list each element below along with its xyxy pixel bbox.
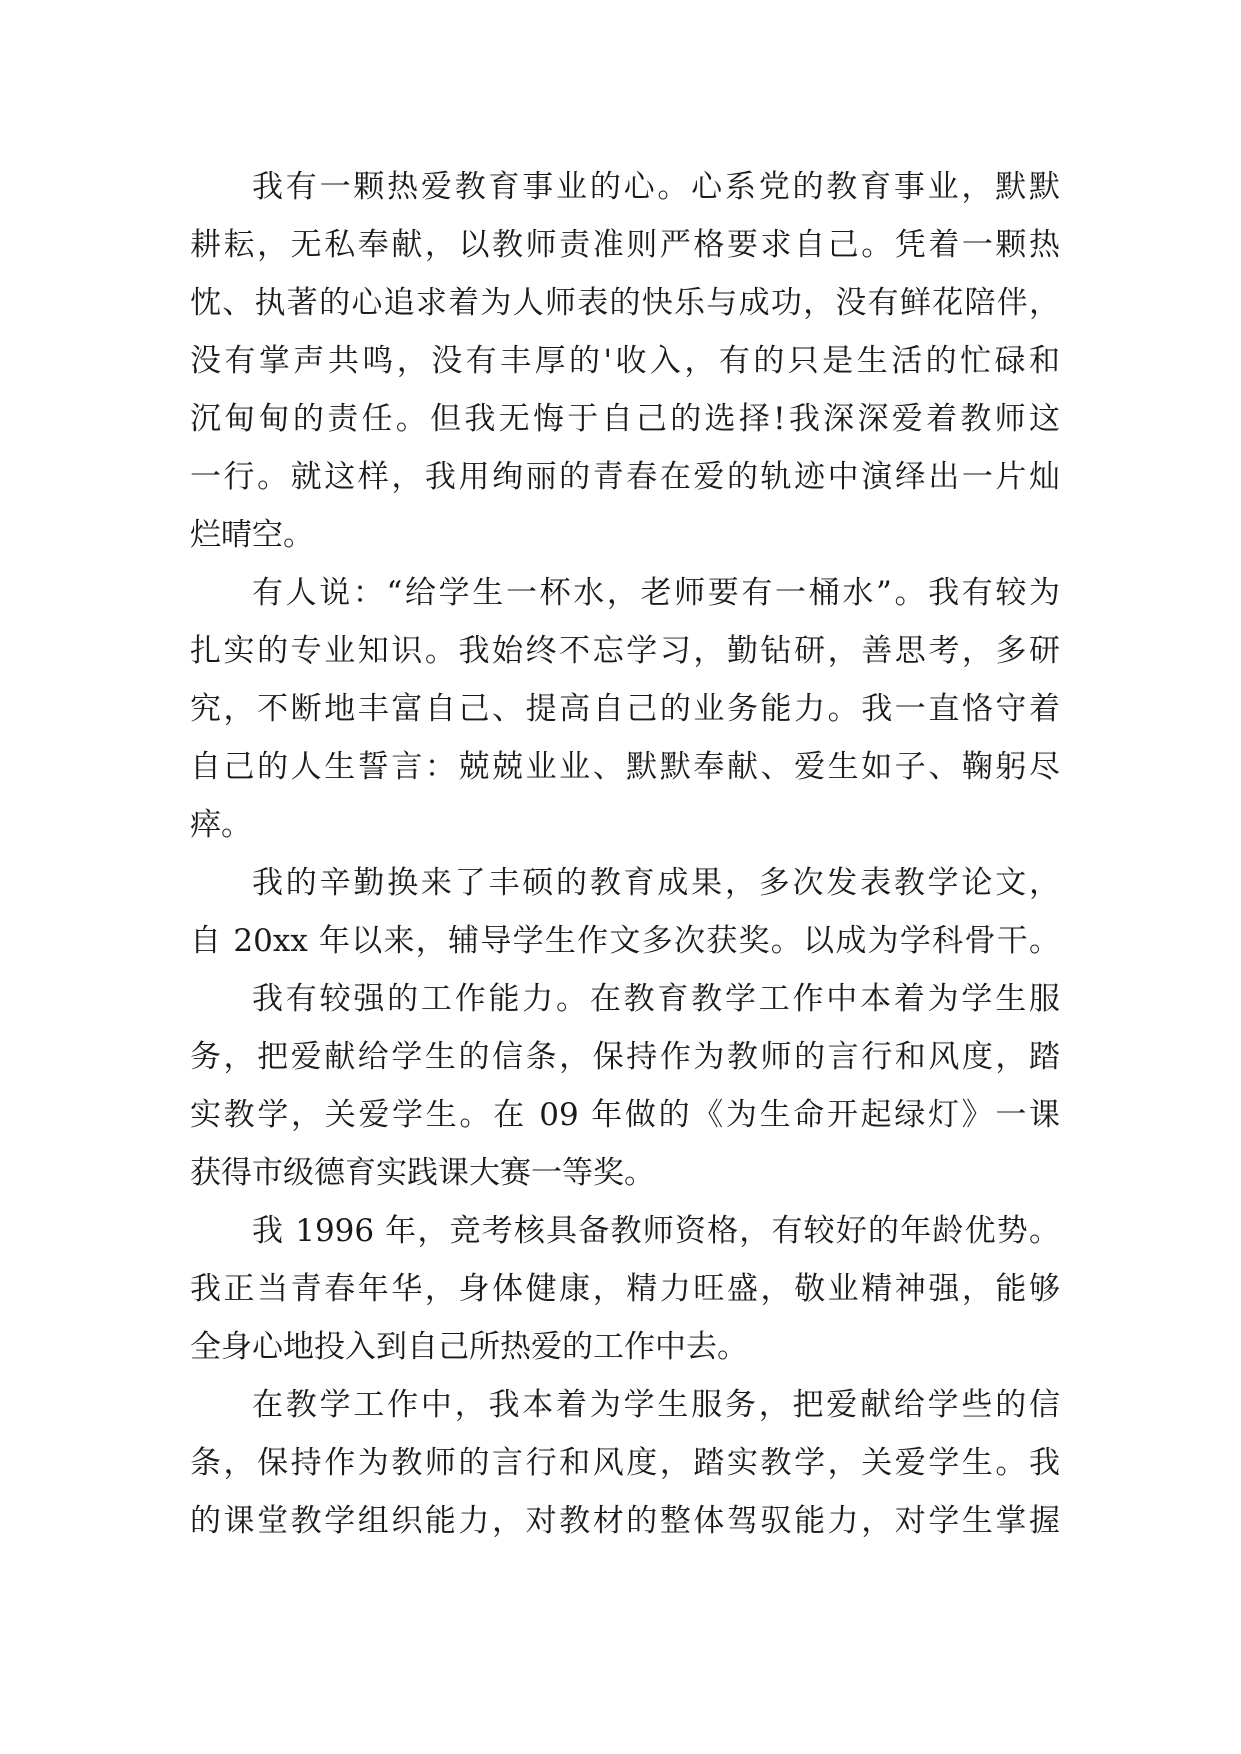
text-line: 忱、执著的心追求着为人师表的快乐与成功，没有鲜花陪伴， [190,285,1060,321]
text-line: 我 1996 年，竞考核具备教师资格，有较好的年龄优势。 [252,1213,1060,1249]
paragraph-4 [190,970,1060,1202]
text-line: 我正当青春年华，身体健康，精力旺盛，敬业精神强，能够 [190,1271,1060,1307]
text-line: 条，保持作为教师的言行和风度，踏实教学，关爱学生。我 [190,1445,1060,1481]
text-line: 获得市级德育实践课大赛一等奖。 [190,1155,655,1191]
text-line: 有人说：“给学生一杯水，老师要有一桶水”。我有较为 [252,575,1060,611]
text-line: 瘁。 [190,807,252,843]
text-line: 沉甸甸的责任。但我无悔于自己的选择!我深深爱着教师这 [190,401,1060,437]
text-line: 究，不断地丰富自己、提高自己的业务能力。我一直恪守着 [190,691,1060,727]
text-line: 扎实的专业知识。我始终不忘学习，勤钻研，善思考，多研 [190,633,1060,669]
text-line: 实教学，关爱学生。在 09 年做的《为生命开起绿灯》一课 [190,1097,1060,1133]
text-line: 耕耘，无私奉献，以教师责准则严格要求自己。凭着一颗热 [190,227,1060,263]
text-line: 我的辛勤换来了丰硕的教育成果，多次发表教学论文， [252,865,1060,901]
text-line: 在教学工作中，我本着为学生服务，把爱献给学些的信 [252,1387,1060,1423]
text-line: 我有一颗热爱教育事业的心。心系党的教育事业，默默 [252,169,1060,205]
paragraph-1 [190,158,1060,564]
paragraph-5 [190,1202,1060,1376]
text-line: 务，把爱献给学生的信条，保持作为教师的言行和风度，踏 [190,1039,1060,1075]
text-line: 一行。就这样，我用绚丽的青春在爱的轨迹中演绎出一片灿 [190,459,1060,495]
text-line: 自 20xx 年以来，辅导学生作文多次获奖。以成为学科骨干。 [190,923,1060,959]
text-line: 的课堂教学组织能力，对教材的整体驾驭能力，对学生掌握 [190,1503,1060,1539]
paragraph-2 [190,564,1060,854]
text-line: 没有掌声共鸣，没有丰厚的'收入，有的只是生活的忙碌和 [190,343,1060,379]
text-line: 我有较强的工作能力。在教育教学工作中本着为学生服 [252,981,1060,1017]
paragraph-3 [190,854,1060,970]
document-page [190,158,1060,1550]
text-line: 自己的人生誓言：兢兢业业、默默奉献、爱生如子、鞠躬尽 [190,749,1060,785]
text-line: 烂晴空。 [190,517,314,553]
text-line: 全身心地投入到自己所热爱的工作中去。 [190,1329,748,1365]
paragraph-6 [190,1376,1060,1550]
